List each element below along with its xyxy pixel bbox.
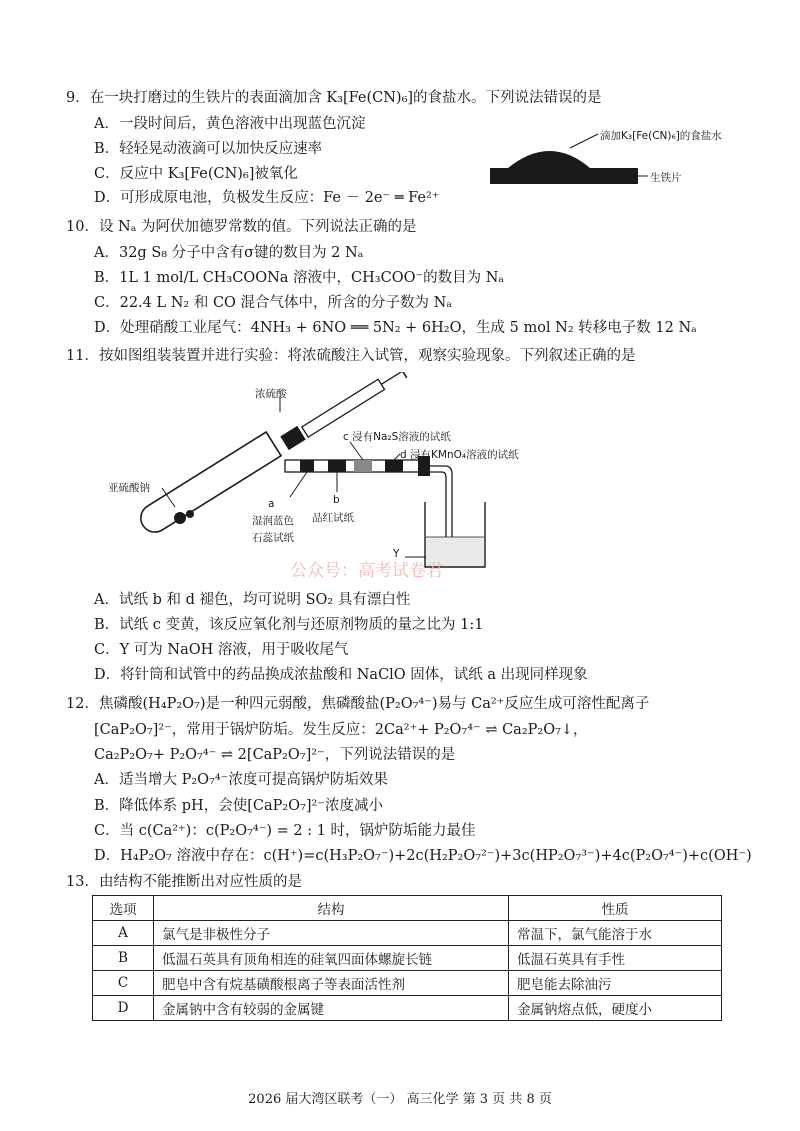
- label-conc-sulfuric-acid: 浓硫酸: [255, 388, 287, 400]
- table-row: [93, 946, 722, 971]
- q11-apparatus-figure: [100, 372, 570, 582]
- paper-a: [300, 460, 314, 472]
- table-header-row: [93, 896, 722, 921]
- label-sodium-sulfite: 亚硫酸钠: [108, 482, 150, 494]
- label-y: Y: [393, 548, 400, 560]
- q12-option-a: A．适当增大 P₂O₇⁴⁻浓度可提高锅炉防垢效果: [94, 772, 388, 788]
- q9-iron-label: 生铁片: [650, 172, 682, 184]
- iron-sheet: [490, 168, 638, 184]
- header-property: 性质: [509, 896, 722, 921]
- q10-option-d: D．处理硝酸工业尾气：4NH₃ + 6NO ══ 5N₂ + 6H₂O，生成 5 mol N₂ 转移电子数 12 Nₐ: [94, 320, 697, 336]
- row-b-property: 低温石英具有手性: [509, 946, 722, 971]
- paper-b: [328, 460, 346, 472]
- header-structure: 结构: [154, 896, 509, 921]
- q12-stem-line3: Ca₂P₂O₇+ P₂O₇⁴⁻ ⇌ 2[CaP₂O₇]²⁻，下列说法错误的是: [94, 747, 456, 763]
- q9-option-b: B．轻轻晃动液滴可以加快反应速率: [94, 141, 323, 157]
- salt-water-drop: [508, 151, 590, 168]
- q11-option-d: D．将针筒和试管中的药品换成浓盐酸和 NaClO 固体，试纸 a 出现同样现象: [94, 667, 588, 683]
- row-c-option: C: [93, 971, 154, 996]
- q10-option-a: A．32g S₈ 分子中含有σ键的数目为 2 Nₐ: [94, 245, 364, 261]
- header-option: 选项: [93, 896, 154, 921]
- row-b-option: B: [93, 946, 154, 971]
- label-b-line1: 品红试纸: [312, 512, 354, 524]
- q11-stem: 11．按如图组装装置并进行实验：将浓硫酸注入试管，观察实验现象。下列叙述正确的是: [66, 348, 636, 364]
- stopper: [280, 426, 305, 450]
- q12-stem-line1: 12．焦磷酸(H₄P₂O₇)是一种四元弱酸，焦磷酸盐(P₂O₇⁴⁻)易与 Ca²⁺反应生成可溶性配离子: [66, 696, 650, 712]
- label-a-line2: 石蕊试纸: [252, 532, 294, 544]
- q10-option-b: B．1L 1 mol/L CH₃COONa 溶液中，CH₃COO⁻的数目为 Nₐ: [94, 270, 505, 286]
- q12-option-c: C．当 c(Ca²⁺)：c(P₂O₇⁴⁻) = 2 : 1 时，锅炉防垢能力最佳: [94, 823, 476, 839]
- row-c-structure: 肥皂中含有烷基磺酸根离子等表面活性剂: [154, 971, 509, 996]
- row-a-option: A: [93, 921, 154, 946]
- q12-stem-line2: [CaP₂O₇]²⁻，常用于锅炉防垢。发生反应：2Ca²⁺+ P₂O₇⁴⁻ ⇌ Ca₂P₂O₇↓，: [94, 722, 588, 738]
- q10-option-c: C．22.4 L N₂ 和 CO 混合气体中，所含的分子数为 Nₐ: [94, 295, 452, 311]
- table-row: [93, 921, 722, 946]
- q10-stem: 10．设 Nₐ 为阿伏加德罗常数的值。下列说法正确的是: [66, 219, 417, 235]
- q11-option-a: A．试纸 b 和 d 褪色，均可说明 SO₂ 具有漂白性: [94, 592, 411, 608]
- row-c-property: 肥皂能去除油污: [509, 971, 722, 996]
- q13-table: [92, 895, 722, 1021]
- sodium-sulfite-solid: [174, 512, 186, 524]
- label-paper-c: c 浸有Na₂S溶液的试纸: [343, 431, 451, 443]
- q12-option-d: D．H₄P₂O₇ 溶液中存在：c(H⁺)=c(H₃P₂O₇⁻)+2c(H₂P₂O₇²⁻)+3c(HP₂O₇³⁻)+4c(P₂O₇⁴⁻)+c(OH⁻): [94, 848, 752, 864]
- label-b: b: [333, 494, 340, 506]
- q9-option-a: A．一段时间后，黄色溶液中出现蓝色沉淀: [94, 116, 366, 132]
- page-footer: 2026 届大湾区联考（一） 高三化学 第 3 页 共 8 页: [248, 1092, 552, 1107]
- q12-option-b: B．降低体系 pH，会使[CaP₂O₇]²⁻浓度减小: [94, 798, 383, 814]
- row-a-structure: 氯气是非极性分子: [154, 921, 509, 946]
- drop-leader-line: [570, 134, 598, 148]
- q11-option-b: B．试纸 c 变黄，该反应氧化剂与还原剂物质的量之比为 1:1: [94, 617, 484, 633]
- q11-option-c: C．Y 可为 NaOH 溶液，用于吸收尾气: [94, 642, 349, 658]
- q9-option-d: D．可形成原电池，负极发生反应：Fe － 2e⁻ ═ Fe²⁺: [94, 190, 440, 206]
- paper-c: [354, 460, 372, 472]
- row-a-property: 常温下，氯气能溶于水: [509, 921, 722, 946]
- q13-stem: 13．由结构不能推断出对应性质的是: [66, 874, 302, 890]
- row-d-option: D: [93, 996, 154, 1021]
- table-row: [93, 971, 722, 996]
- row-d-property: 金属钠熔点低，硬度小: [509, 996, 722, 1021]
- label-a-line1: 湿润蓝色: [252, 515, 294, 527]
- table-row: [93, 996, 722, 1021]
- q9-option-c: C．反应中 K₃[Fe(CN)₆]被氧化: [94, 166, 298, 182]
- row-b-structure: 低温石英具有顶角相连的硅氧四面体螺旋长链: [154, 946, 509, 971]
- watermark: 公众号：高考试卷君: [290, 561, 443, 581]
- q9-drop-label: 滴加K₃[Fe(CN)₆]的食盐水: [600, 130, 722, 142]
- label-a: a: [268, 498, 275, 510]
- row-d-structure: 金属钠中含有较弱的金属键: [154, 996, 509, 1021]
- label-paper-d: d 浸有KMnO₄溶液的试纸: [400, 449, 519, 461]
- q9-stem: 9．在一块打磨过的生铁片的表面滴加含 K₃[Fe(CN)₆]的食盐水。下列说法错误的是: [66, 90, 602, 106]
